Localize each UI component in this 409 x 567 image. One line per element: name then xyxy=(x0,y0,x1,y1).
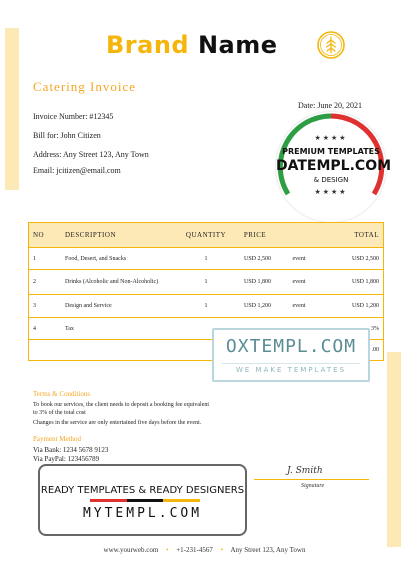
signature-line xyxy=(254,479,369,480)
cell-description: Design and Service xyxy=(65,303,112,309)
cell-total: USD 1,200 xyxy=(351,303,379,309)
signature-script: J. Smith xyxy=(287,466,323,476)
header-price: PRICE xyxy=(243,231,267,239)
stamp-stars-bottom: ★★★★ xyxy=(314,188,348,196)
cell-total: .00 xyxy=(371,347,379,353)
footer xyxy=(0,546,409,554)
cell-quantity: 1 xyxy=(204,303,208,309)
table-header xyxy=(29,223,383,247)
banner-stripe xyxy=(90,499,200,502)
payment-paypal: Via PayPal: 123456789 xyxy=(33,455,100,463)
header-total: TOTAL xyxy=(354,231,379,239)
table-row xyxy=(29,269,383,294)
brand-word-1: Brand xyxy=(106,31,190,59)
cell-total: 3% xyxy=(371,325,379,332)
decorative-bar-right xyxy=(387,352,401,547)
cell-quantity: 1 xyxy=(204,279,208,285)
oxtempl-watermark xyxy=(212,328,370,382)
stamp-line-1: PREMIUM TEMPLATES xyxy=(282,147,380,156)
terms-line-3: Changes in the service are only entertained five days before the event. xyxy=(33,420,202,426)
footer-phone: +1-231-4567 xyxy=(176,546,213,554)
mytempl-banner xyxy=(38,464,247,536)
cell-no: 1 xyxy=(33,255,36,262)
brand-logo-icon xyxy=(316,30,346,60)
cell-no: 2 xyxy=(33,279,36,285)
table-row xyxy=(29,294,383,317)
stamp-stars-top: ★★★★ xyxy=(314,134,348,142)
email: Email: jcitizen@email.com xyxy=(33,166,121,175)
cell-quantity: 1 xyxy=(204,255,208,262)
brand-word-2: Name xyxy=(197,31,278,59)
invoice-date: Date: June 20, 2021 xyxy=(298,101,362,110)
decorative-bar-left xyxy=(5,28,19,190)
address: Address: Any Street 123, Any Town xyxy=(33,150,149,159)
cell-total: USD 1,800 xyxy=(351,279,379,285)
cell-description: Drinks (Alcoholic and Non-Alcoholic) xyxy=(65,279,159,285)
bill-for: Bill for: John Citizen xyxy=(33,131,101,140)
header-description: DESCRIPTION xyxy=(65,231,117,239)
footer-dot-icon: • xyxy=(166,546,169,554)
header-quantity: QUANTITY xyxy=(185,231,227,239)
footer-dot-icon: • xyxy=(220,546,224,554)
banner-line-2: MYTEMPL.COM xyxy=(82,506,203,521)
watermark-line-2: WE MAKE TEMPLATES xyxy=(222,363,360,374)
terms-line-1: To book our services, the client needs to deposit a booking fee equivalent xyxy=(33,402,210,408)
terms-line-2: to 3% of the total cost xyxy=(33,410,86,416)
cell-unit: event xyxy=(292,303,306,309)
cell-unit: event xyxy=(292,255,306,262)
signature-label: Signature xyxy=(301,483,325,489)
header-no: NO xyxy=(33,231,45,239)
watermark-line-1: OXTEMPL.COM xyxy=(225,336,357,357)
cell-unit: event xyxy=(292,279,306,285)
footer-website: www.yourweb.com xyxy=(103,546,159,554)
terms-title: Terms & Conditions xyxy=(33,390,91,398)
cell-price: USD 1,200 xyxy=(243,303,271,309)
footer-address: Any Street 123, Any Town xyxy=(230,546,306,554)
cell-no: 3 xyxy=(33,303,36,309)
stamp-line-2: DATEMPL.COM xyxy=(276,158,392,174)
invoice-title: Catering Invoice xyxy=(33,79,136,94)
payment-bank: Via Bank: 1234 5678 9123 xyxy=(33,446,109,454)
table-row xyxy=(29,247,383,269)
stamp-line-3: & DESIGN xyxy=(313,176,349,184)
brand-name xyxy=(106,31,278,59)
cell-price: USD 1,800 xyxy=(243,279,271,285)
cell-description: Tax xyxy=(65,325,74,332)
cell-no: 4 xyxy=(33,325,36,332)
cell-total: USD 2,500 xyxy=(351,255,379,262)
cell-price: USD 2,500 xyxy=(243,255,271,262)
banner-line-1: READY TEMPLATES & READY DESIGNERS xyxy=(40,485,245,496)
payment-title: Payment Method xyxy=(33,435,82,443)
invoice-number: Invoice Number: #12345 xyxy=(33,112,114,121)
premium-templates-stamp xyxy=(276,112,392,222)
cell-description: Food, Desert, and Snacks xyxy=(65,255,127,262)
